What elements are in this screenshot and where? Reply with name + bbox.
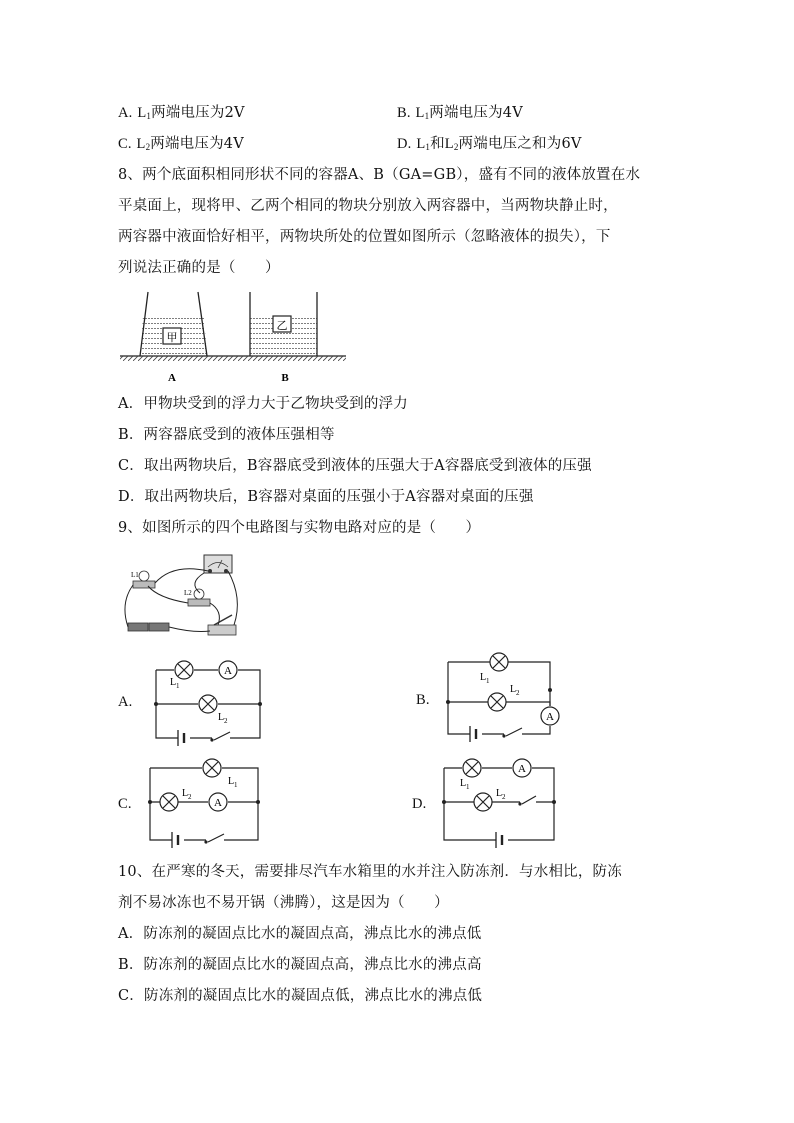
- block-jia-label: 甲: [166, 332, 178, 344]
- svg-text:L: L: [228, 776, 235, 787]
- svg-text:A: A: [546, 711, 554, 723]
- lamp-l2-icon: [160, 793, 178, 811]
- circuit-a-label: A.: [118, 694, 133, 710]
- svg-text:L: L: [170, 677, 177, 688]
- circuit-a-diagram: [150, 660, 268, 746]
- ammeter-icon: [209, 793, 227, 811]
- q8-option-c: C．取出两物块后，B容器底受到液体的压强大于A容器底受到液体的压强: [118, 458, 592, 474]
- lamp-l1-icon: [175, 661, 193, 679]
- svg-text:L: L: [182, 788, 189, 799]
- svg-text:2: 2: [516, 689, 520, 697]
- svg-text:1: 1: [176, 682, 180, 690]
- q8-option-d: D．取出两物块后，B容器对桌面的压强小于A容器对桌面的压强: [118, 489, 534, 505]
- circuit-c-label: C.: [118, 796, 132, 812]
- circuit-b-label: B.: [416, 692, 430, 708]
- q7-option-d: D. $L_1$和$L_2$两端电压之和为6V: [397, 136, 582, 152]
- lamp-l1-icon: [490, 653, 508, 671]
- q8-stem-line-2: 平桌面上，现将甲、乙两个相同的物块分别放入两容器中，当两物块静止时，: [118, 198, 618, 214]
- q8-containers-figure: [118, 286, 350, 386]
- q7-option-b: B. $L_1$两端电压为4V: [397, 105, 523, 121]
- circuit-b-diagram: [442, 650, 572, 746]
- ammeter-icon: [541, 707, 559, 725]
- svg-text:2: 2: [188, 793, 192, 801]
- svg-text:L: L: [460, 778, 467, 789]
- circuit-d-label: D.: [412, 796, 427, 812]
- svg-text:L: L: [510, 684, 517, 695]
- ammeter-icon: [513, 759, 531, 777]
- q7-option-c: C. $L_2$两端电压为4V: [118, 136, 244, 152]
- circuit-c-diagram: [144, 758, 268, 848]
- svg-text:1: 1: [466, 783, 470, 791]
- q8-stem-line-1: 8、两个底面积相同形状不同的容器A、B（GA=GB），盛有不同的液体放置在水: [118, 167, 641, 183]
- lamp-l1-icon: [203, 759, 221, 777]
- q10-stem-line-2: 剂不易冰冻也不易开锅（沸腾），这是因为（ ）: [118, 895, 449, 911]
- svg-text:1: 1: [486, 677, 490, 685]
- photo-l1-label: L1: [131, 571, 139, 579]
- q8-stem-line-3: 两容器中液面恰好相平，两物块所处的位置如图所示（忽略液体的损失），下: [118, 229, 611, 245]
- svg-text:2: 2: [224, 717, 228, 725]
- q9-stem: 9、如图所示的四个电路图与实物电路对应的是（ ）: [118, 520, 481, 536]
- svg-text:L: L: [218, 712, 225, 723]
- q9-physical-circuit-photo: [118, 553, 250, 645]
- svg-text:2: 2: [502, 793, 506, 801]
- lamp-l2-icon: [474, 793, 492, 811]
- ammeter-icon: [219, 661, 237, 679]
- svg-text:L: L: [480, 672, 487, 683]
- q10-option-b: B．防冻剂的凝固点比水的凝固点高，沸点比水的沸点高: [118, 957, 482, 973]
- svg-text:A: A: [224, 665, 232, 677]
- q8-option-a: A．甲物块受到的浮力大于乙物块受到的浮力: [118, 396, 408, 412]
- container-a-label: A: [168, 372, 176, 384]
- q7-option-a: A. $L_1$两端电压为2V: [118, 105, 245, 121]
- svg-text:A: A: [518, 763, 526, 775]
- q8-option-b: B．两容器底受到的液体压强相等: [118, 427, 335, 443]
- circuit-d-diagram: [438, 758, 562, 848]
- q10-option-a: A．防冻剂的凝固点比水的凝固点高，沸点比水的沸点低: [118, 926, 482, 942]
- q8-stem-line-4: 列说法正确的是（ ）: [118, 260, 280, 276]
- photo-l2-label: L2: [184, 589, 192, 597]
- svg-text:A: A: [214, 797, 222, 809]
- container-b-label: B: [281, 372, 289, 384]
- lamp-l2-icon: [488, 693, 506, 711]
- svg-text:1: 1: [234, 781, 238, 789]
- block-yi-label: 乙: [276, 320, 288, 332]
- q10-stem-line-1: 10、在严寒的冬天，需要排尽汽车水箱里的水并注入防冻剂．与水相比，防冻: [118, 864, 622, 880]
- q10-option-c: C．防冻剂的凝固点比水的凝固点低，沸点比水的沸点低: [118, 988, 483, 1004]
- lamp-l1-icon: [463, 759, 481, 777]
- svg-text:L: L: [496, 788, 503, 799]
- lamp-l2-icon: [199, 695, 217, 713]
